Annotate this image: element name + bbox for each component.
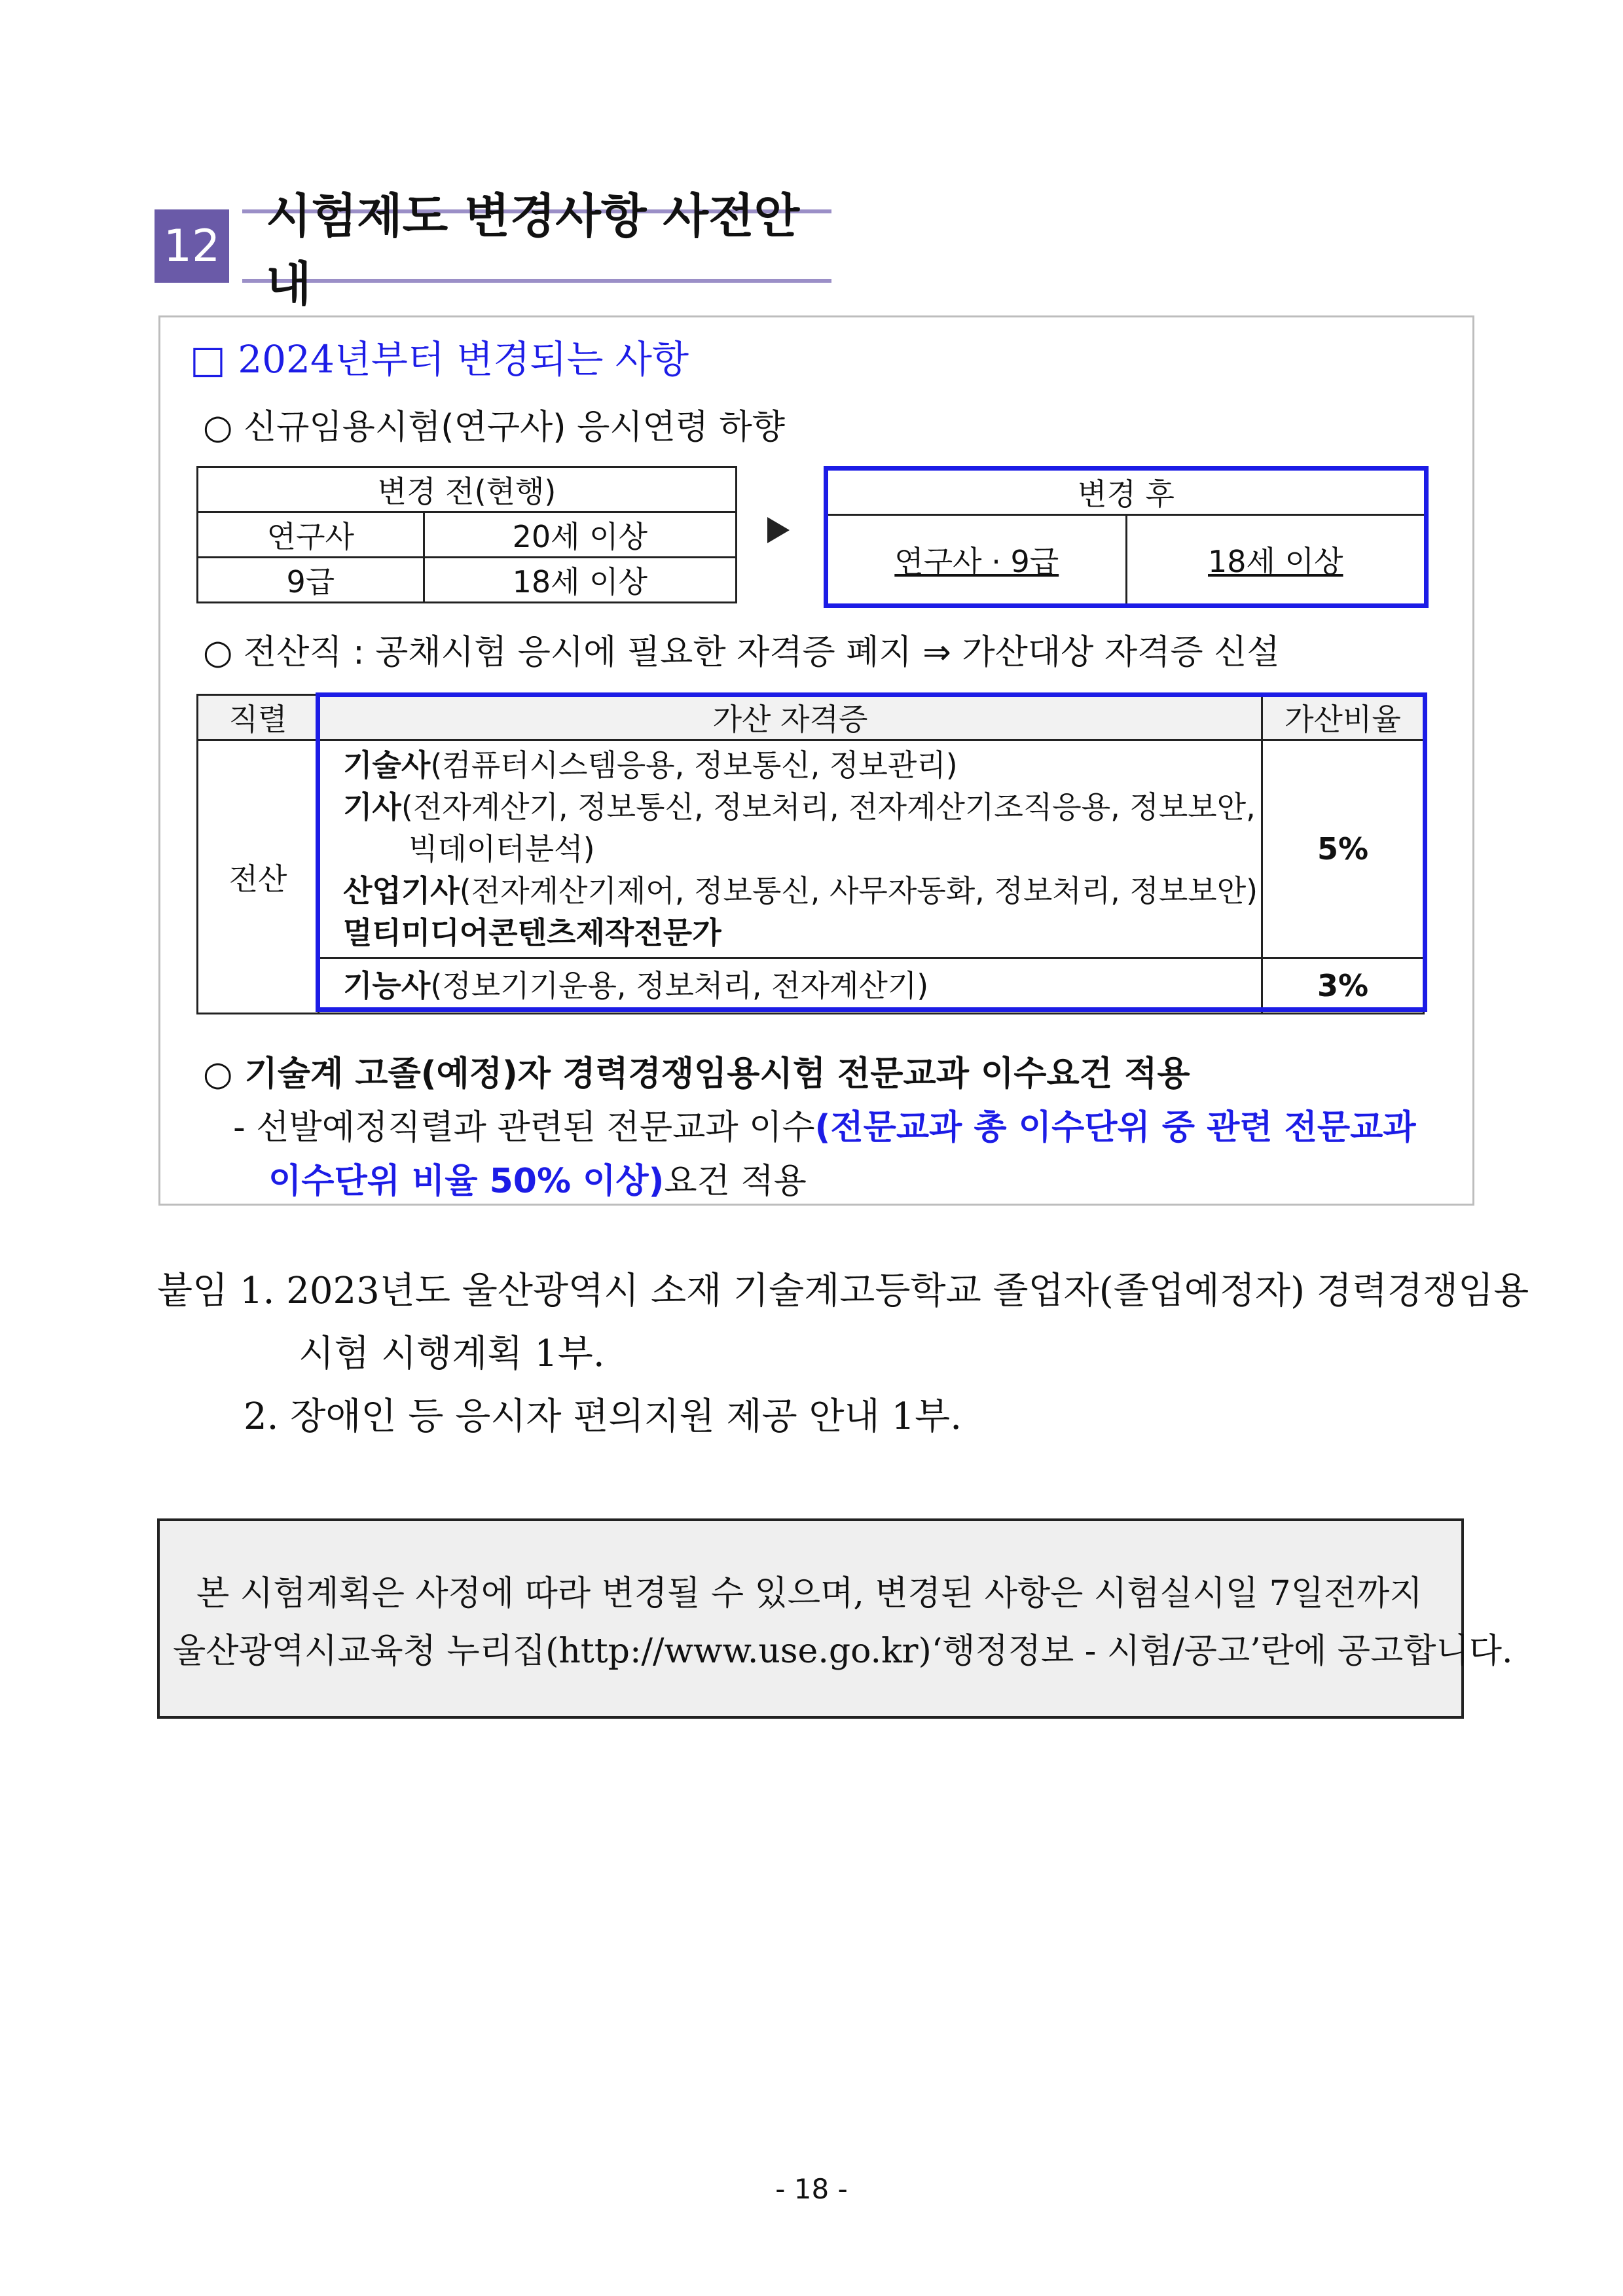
after-grades: 연구사 · 9급 (826, 515, 1127, 606)
after-table (824, 466, 1429, 608)
page-number: - 18 - (775, 2173, 848, 2205)
cert-highlight-frame (316, 692, 1427, 1012)
notice-item-3-sub: - 선발예정직렬과 관련된 전문교과 이수(전문교과 총 이수단위 중 관련 전문교과 (233, 1108, 1416, 1147)
attachment-line-3: 2. 장애인 등 응시자 편의지원 제공 안내 1부. (244, 1395, 962, 1438)
before-cell: 9급 (198, 558, 424, 603)
after-age: 18세 이상 (1126, 515, 1427, 606)
before-cell: 연구사 (198, 512, 424, 558)
notice-item-1: ○ 신규임용시험(연구사) 응시연령 하향 (203, 408, 786, 447)
cert-group-2: 기능사(정보기기운용, 정보처리, 전자계산기) (319, 958, 1262, 1014)
cert-line: 기술사(컴퓨터시스템응용, 정보통신, 정보관리) (343, 747, 958, 783)
cert-line: 산업기사(전자계산기제어, 정보통신, 사무자동화, 정보처리, 정보보안) (343, 873, 1258, 908)
arrow-right-icon (767, 517, 790, 543)
before-header: 변경 전(현행) (198, 467, 737, 512)
cert-line: 멀티미디어콘텐츠제작전문가 (343, 915, 721, 950)
note-line-1: 본 시험계획은 사정에 따라 변경될 수 있으며, 변경된 사항은 시험실시일 7일전까지 (196, 1574, 1423, 1613)
cert-header-rate: 가산비율 (1262, 695, 1424, 740)
cert-rate-1: 5% (1262, 740, 1424, 958)
attachment-line-2: 시험 시행계획 1부. (299, 1333, 605, 1375)
cert-line: 기사(전자계산기, 정보통신, 정보처리, 전자계산기조직응용, 정보보안, (343, 789, 1256, 825)
section-title (242, 188, 831, 312)
after-header: 변경 후 (826, 469, 1427, 515)
attachment-line-1: 붙임 1. 2023년도 울산광역시 소재 기술계고등학교 졸업자(졸업예정자) 경력경쟁임용 (157, 1270, 1529, 1312)
note-box (157, 1518, 1464, 1719)
cert-header-series: 직렬 (198, 695, 319, 740)
notice-item-3: ○ 기술계 고졸(예정)자 경력경쟁임용시험 전문교과 이수요건 적용 (203, 1054, 1190, 1094)
notice-item-3-sub-cont: 이수단위 비율 50% 이상)요건 적용 (268, 1162, 807, 1201)
cert-line: 빅데이터분석) (409, 831, 595, 867)
section-title-text: 시험제도 변경사항 사전안내 (266, 188, 800, 312)
before-table (196, 466, 737, 603)
notice-heading: □ 2024년부터 변경되는 사항 (190, 337, 689, 382)
notice-item-2: ○ 전산직 : 공채시험 응시에 필요한 자격증 폐지 ⇒ 가산대상 자격증 신설 (203, 633, 1280, 672)
cert-series: 전산 (198, 740, 319, 1014)
before-cell: 18세 이상 (424, 558, 736, 603)
note-line-2: 울산광역시교육청 누리집(http://www.use.go.kr)‘행정정보 - 시험/공고’란에 공고합니다. (173, 1632, 1513, 1671)
cert-header-cert: 가산 자격증 (319, 695, 1262, 740)
before-cell: 20세 이상 (424, 512, 736, 558)
section-number: 12 (155, 209, 229, 283)
cert-rate-2: 3% (1262, 958, 1424, 1014)
